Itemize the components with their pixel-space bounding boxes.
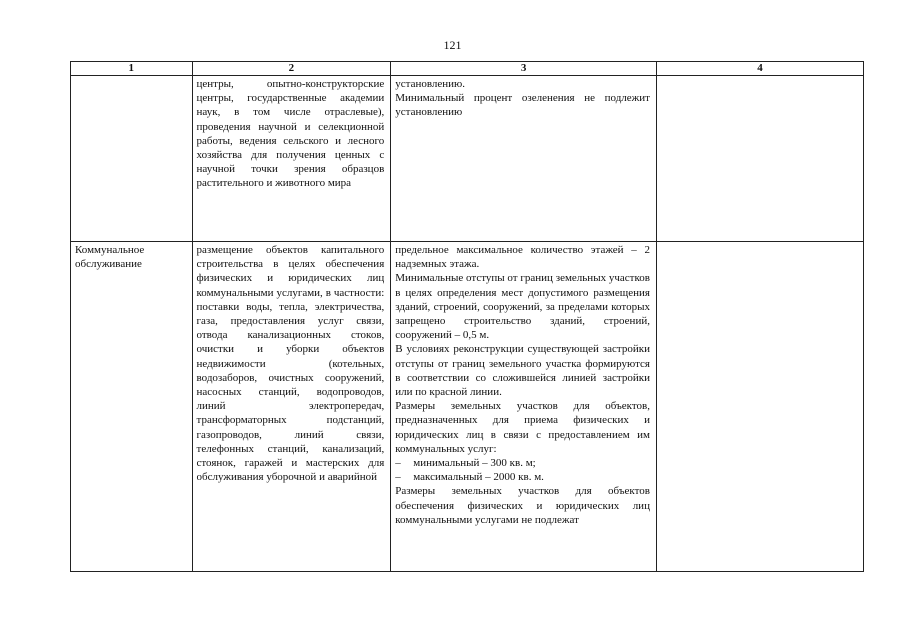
list-dash: – <box>395 457 401 470</box>
parameter-paragraph: Размеры земельных участков для объектов обеспечения физических и юридических лиц коммунальными услугами не подлежат <box>395 485 650 526</box>
list-dash: – <box>395 471 401 484</box>
table-header-row <box>71 62 864 76</box>
list-item <box>395 456 650 470</box>
list-item-text: максимальный – 2000 кв. м. <box>413 471 544 484</box>
list-item-text: минимальный – 300 кв. м; <box>413 457 536 470</box>
use-type-cell: Коммунальное обслуживание <box>71 242 193 572</box>
parameter-paragraph: В условиях реконструкции существующей застройки отступы от границ земельного участка формируются в соответствии со сложившейся линией застройки или по красной линии. <box>395 343 650 399</box>
list-item <box>395 470 650 484</box>
parameter-paragraph: Минимальные отступы от границ земельных участков в целях определения мест допустимого размещения зданий, строений, сооружений, за пределами которых запрещено строительство зданий, строений, сооружений – 0,5 м. <box>395 272 650 342</box>
notes-cell <box>656 242 863 572</box>
column-header-4: 4 <box>656 62 863 76</box>
table-row <box>71 76 864 242</box>
parameter-paragraph: установлению. <box>395 78 466 90</box>
parameters-cell <box>391 242 657 572</box>
use-type-cell <box>71 76 193 242</box>
regulations-table <box>70 61 864 572</box>
parameter-paragraph: Минимальный процент озеленения не подлежит установлению <box>395 92 650 119</box>
page-number: 121 <box>443 38 462 52</box>
column-header-1: 1 <box>71 62 193 76</box>
notes-cell <box>656 76 863 242</box>
parameter-paragraph: Размеры земельных участков для объектов, предназначенных для приема физических и юридических лиц в связи с предоставлением им коммунальных услуг: <box>395 400 650 455</box>
table-row <box>71 242 864 572</box>
parameters-cell <box>391 76 657 242</box>
column-header-2: 2 <box>192 62 391 76</box>
use-description-cell: размещение объектов капитального строительства в целях обеспечения физических и юридических лиц коммунальными услугами, в частности: поставки воды, тепла, электричества, газа, предоставления услуг связи, отвода канализационных стоков, очистки и уборки объектов недвижимости (котельных, водозаборов, очистных сооружений, насосных станций, водопроводов, линий электропередач, трансформаторных подстанций, газопроводов, линий связи, телефонных станций, канализаций, стоянок, гаражей и мастерских для обслуживания уборочной и аварийной <box>192 242 391 572</box>
column-header-3: 3 <box>391 62 657 76</box>
parameter-paragraph: предельное максимальное количество этажей – 2 надземных этажа. <box>395 244 650 271</box>
use-description-cell: центры, опытно-конструкторские центры, государственные академии наук, в том числе отраслевые), проведения научной и селекционной работы, ведения сельского и лесного хозяйства для получения ценных с научной точки зрения образцов растительного и животного мира <box>192 76 391 242</box>
